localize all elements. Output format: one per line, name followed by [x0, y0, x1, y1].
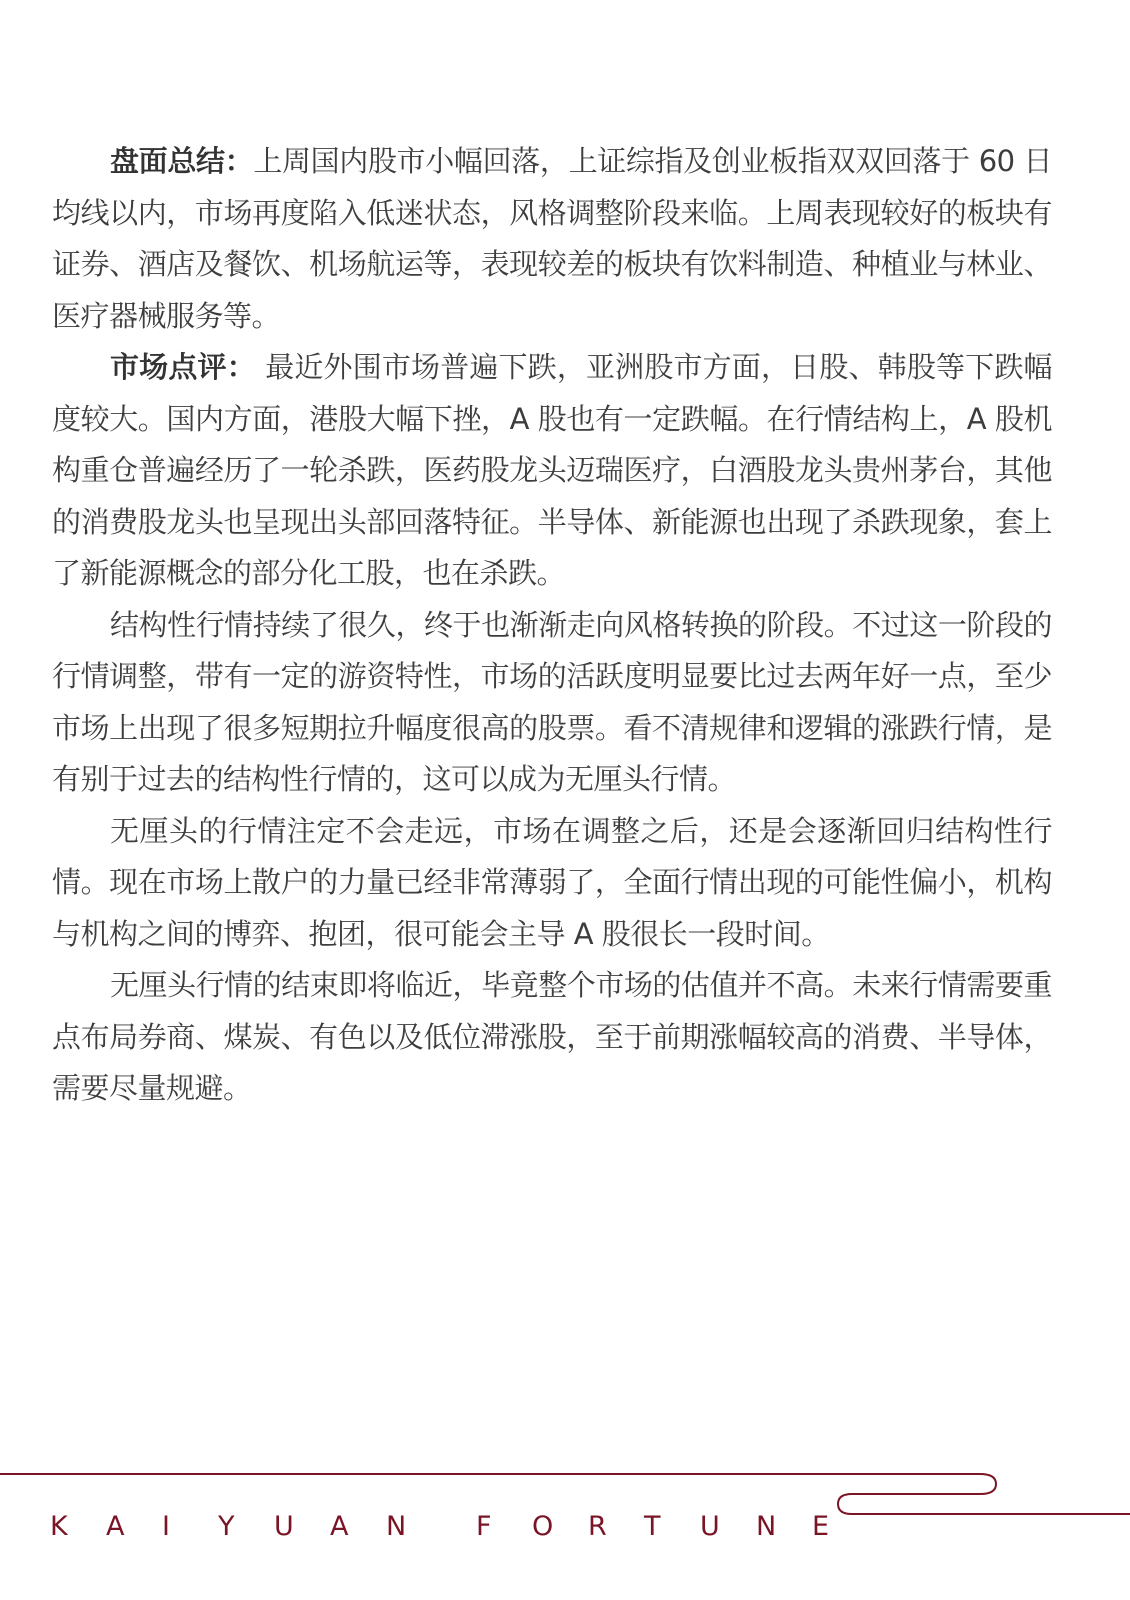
- article-body: [52, 136, 1052, 1115]
- paragraph-text: 无厘头的行情注定不会走远，市场在调整之后，还是会逐渐回归结构性行情。现在市场上散户的力量已经非常薄弱了，全面行情出现的可能性偏小，机构与机构之间的博弈、抱团，很可能会主导 A 股很长一段时间。: [52, 813, 1052, 951]
- brand-letter: A: [330, 1511, 349, 1542]
- paragraph-text: 结构性行情持续了很久，终于也渐渐走向风格转换的阶段。不过这一阶段的行情调整，带有一定的游资特性，市场的活跃度明显要比过去两年好一点，至少市场上出现了很多短期拉升幅度很高的股票。看不清规律和逻辑的涨跌行情，是有别于过去的结构性行情的，这可以成为无厘头行情。: [52, 607, 1052, 796]
- brand-wordmark: [50, 1511, 868, 1542]
- brand-letter: F: [476, 1511, 492, 1542]
- paragraph-lead: 市场点评：: [110, 350, 256, 384]
- footer-line-left: [0, 1474, 1130, 1514]
- paragraph-nonsense-market: [52, 806, 1052, 961]
- brand-letter: K: [50, 1511, 68, 1542]
- brand-letter: Y: [218, 1511, 235, 1542]
- paragraph-market-comment: [52, 342, 1052, 600]
- paragraph-lead: 盘面总结：: [110, 144, 254, 178]
- brand-letter: U: [274, 1511, 294, 1542]
- brand-letter: E: [812, 1511, 830, 1542]
- brand-letter: A: [106, 1511, 125, 1542]
- brand-gap: [442, 1511, 476, 1542]
- paragraph-text: 上周国内股市小幅回落，上证综指及创业板指双双回落于 60 日均线以内，市场再度陷入低迷状态，风格调整阶段来临。上周表现较好的板块有证券、酒店及餐饮、机场航运等，表现较差的板块有饮料制造、种植业与林业、医疗器械服务等。: [52, 144, 1052, 333]
- paragraph-text: 最近外围市场普遍下跌，亚洲股市方面，日股、韩股等下跌幅度较大。国内方面，港股大幅下挫，A 股也有一定跌幅。在行情结构上，A 股机构重仓普遍经历了一轮杀跌，医药股龙头迈瑞医疗，白酒股龙头贵州茅台，其他的消费股龙头也呈现出头部回落特征。半导体、新能源也出现了杀跌现象，套上了新能源概念的部分化工股，也在杀跌。: [52, 350, 1052, 590]
- brand-letter: I: [162, 1511, 170, 1542]
- brand-letter: O: [532, 1511, 554, 1542]
- paragraph-market-summary: [52, 136, 1052, 342]
- paragraph-outlook: [52, 960, 1052, 1115]
- brand-letter: N: [756, 1511, 777, 1542]
- brand-letter: T: [644, 1511, 661, 1542]
- brand-letter: R: [588, 1511, 607, 1542]
- paragraph-text: 无厘头行情的结束即将临近，毕竟整个市场的估值并不高。未来行情需要重点布局券商、煤炭、有色以及低位滞涨股，至于前期涨幅较高的消费、半导体，需要尽量规避。: [52, 968, 1052, 1105]
- brand-letter: N: [386, 1511, 407, 1542]
- paragraph-structural-market: [52, 600, 1052, 806]
- brand-letter: U: [700, 1511, 720, 1542]
